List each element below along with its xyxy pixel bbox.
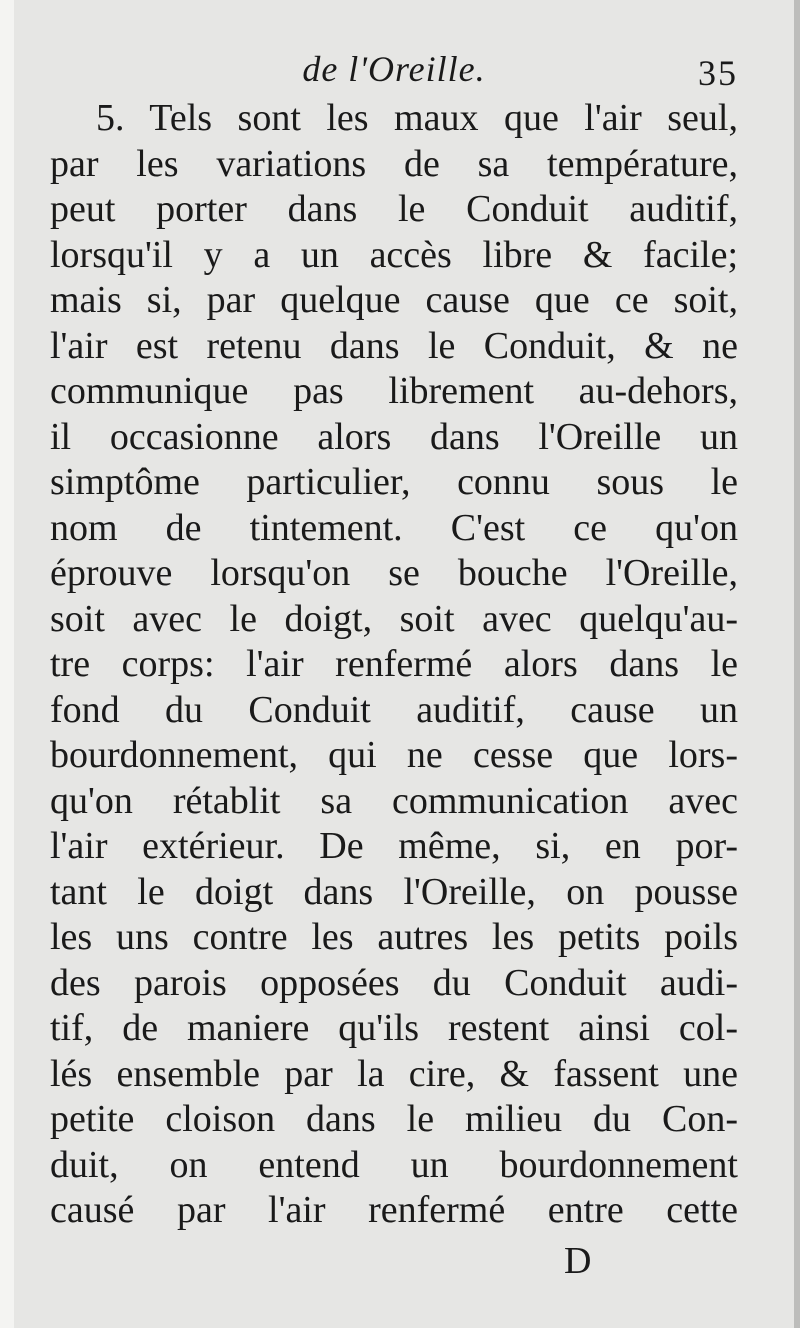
text-line: l'air est retenu dans le Conduit, & ne (50, 324, 738, 367)
text-line: nom de tintement. C'est ce qu'on (50, 506, 738, 549)
text-line: mais si, par quelque cause que ce soit, (50, 279, 738, 321)
text-line: des parois opposées du Conduit audi- (50, 961, 738, 1004)
signature-mark: D (564, 1240, 592, 1282)
text-line: tre corps: l'air renfermé alors dans le (50, 643, 738, 685)
text-line: soit avec le doigt, soit avec quelqu'au- (50, 597, 738, 640)
text-line: lés ensemble par la cire, & fassent une (50, 1052, 738, 1095)
text-line: bourdonnement, qui ne cesse que lors- (50, 734, 738, 776)
text-line: simptôme particulier, connu sous le (50, 461, 738, 503)
text-line: l'air extérieur. De même, si, en por- (50, 825, 738, 867)
text-line: fond du Conduit auditif, cause un (50, 688, 738, 731)
text-line: qu'on rétablit sa communication avec (50, 779, 738, 822)
page-number: 35 (698, 53, 738, 93)
text-line: duit, on entend un bourdonnement (50, 1143, 738, 1186)
text-line: 5. Tels sont les maux que l'air seul, (96, 97, 738, 139)
text-line: lorsqu'il y a un accès libre & facile; (50, 233, 738, 276)
text-line: tant le doigt dans l'Oreille, on pousse (50, 870, 738, 913)
running-head (50, 44, 738, 94)
text-line: tif, de maniere qu'ils restent ainsi col- (50, 1007, 738, 1049)
text-line: il occasionne alors dans l'Oreille un (50, 415, 738, 458)
text-line: communique pas librement au-dehors, (50, 370, 738, 412)
running-title: de l'Oreille. (302, 49, 486, 89)
text-line: par les variations de sa température, (50, 142, 738, 185)
text-line: peut porter dans le Conduit auditif, (50, 188, 738, 230)
text-line: les uns contre les autres les petits poils (50, 916, 738, 958)
text-line: petite cloison dans le milieu du Con- (50, 1098, 738, 1140)
body-text (50, 96, 738, 1234)
text-line: causé par l'air renfermé entre cette (50, 1189, 738, 1231)
text-line: éprouve lorsqu'on se bouche l'Oreille, (50, 552, 738, 594)
